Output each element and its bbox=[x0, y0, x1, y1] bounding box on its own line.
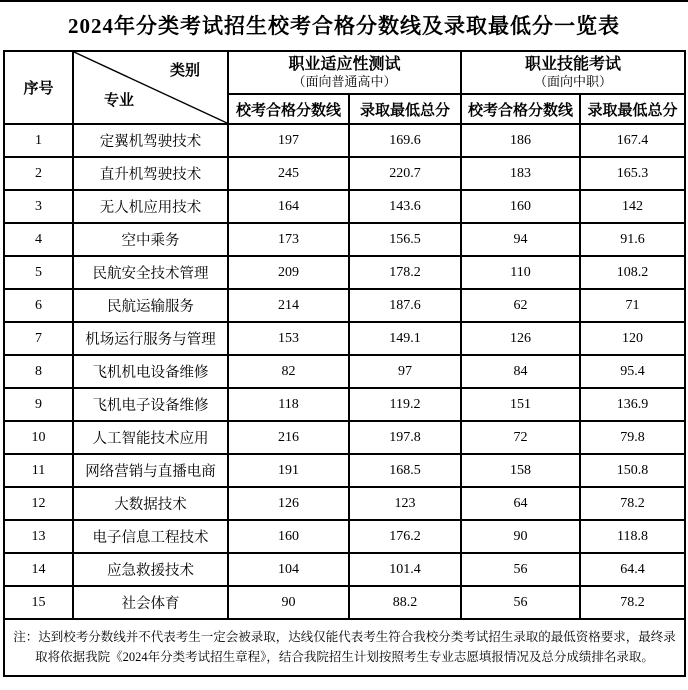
pass-score-gaokao-cell: 82 bbox=[228, 355, 349, 388]
pass-score-vocat-cell: 90 bbox=[461, 520, 580, 553]
min-score-gaokao-cell: 187.6 bbox=[349, 289, 461, 322]
table-row bbox=[4, 289, 685, 322]
min-score-gaokao-cell: 197.8 bbox=[349, 421, 461, 454]
table-row bbox=[4, 388, 685, 421]
pass-score-vocat-cell: 151 bbox=[461, 388, 580, 421]
row-number-cell: 13 bbox=[4, 520, 73, 553]
major-name-cell: 网络营销与直播电商 bbox=[73, 454, 228, 487]
min-score-vocat-cell: 165.3 bbox=[580, 157, 685, 190]
row-number-cell: 1 bbox=[4, 124, 73, 157]
pass-score-gaokao-cell: 126 bbox=[228, 487, 349, 520]
min-score-vocat-cell: 136.9 bbox=[580, 388, 685, 421]
major-name-cell: 无人机应用技术 bbox=[73, 190, 228, 223]
header-major-label: 专业 bbox=[104, 93, 135, 109]
pass-score-vocat-cell: 64 bbox=[461, 487, 580, 520]
min-score-vocat-cell: 120 bbox=[580, 322, 685, 355]
row-number-cell: 4 bbox=[4, 223, 73, 256]
major-name-cell: 人工智能技术应用 bbox=[73, 421, 228, 454]
min-score-gaokao-cell: 97 bbox=[349, 355, 461, 388]
group-title: 职业适应性测试 bbox=[288, 56, 401, 74]
row-number-cell: 7 bbox=[4, 322, 73, 355]
row-number-cell: 3 bbox=[4, 190, 73, 223]
pass-score-gaokao-cell: 191 bbox=[228, 454, 349, 487]
pass-score-gaokao-cell: 245 bbox=[228, 157, 349, 190]
row-number-cell: 15 bbox=[4, 586, 73, 619]
pass-score-gaokao-cell: 173 bbox=[228, 223, 349, 256]
major-name-cell: 飞机机电设备维修 bbox=[73, 355, 228, 388]
major-name-cell: 社会体育 bbox=[73, 586, 228, 619]
table-header bbox=[4, 51, 685, 124]
page-title: 2024年分类考试招生校考合格分数线及录取最低分一览表 bbox=[68, 14, 620, 38]
pass-score-gaokao-cell: 118 bbox=[228, 388, 349, 421]
pass-score-gaokao-cell: 209 bbox=[228, 256, 349, 289]
table-row bbox=[4, 322, 685, 355]
pass-score-gaokao-cell: 214 bbox=[228, 289, 349, 322]
header-corner-cell bbox=[73, 51, 228, 124]
min-score-gaokao-cell: 143.6 bbox=[349, 190, 461, 223]
row-number-cell: 5 bbox=[4, 256, 73, 289]
group-title: 职业技能考试 bbox=[525, 56, 622, 74]
table-row bbox=[4, 421, 685, 454]
min-score-gaokao-cell: 168.5 bbox=[349, 454, 461, 487]
table-row bbox=[4, 355, 685, 388]
pass-score-vocat-cell: 160 bbox=[461, 190, 580, 223]
pass-score-vocat-cell: 126 bbox=[461, 322, 580, 355]
major-name-cell: 民航运输服务 bbox=[73, 289, 228, 322]
table-body bbox=[4, 124, 685, 619]
min-score-gaokao-cell: 156.5 bbox=[349, 223, 461, 256]
min-score-gaokao-cell: 149.1 bbox=[349, 322, 461, 355]
table-row bbox=[4, 124, 685, 157]
header-seq: 序号 bbox=[4, 51, 73, 124]
min-score-gaokao-cell: 176.2 bbox=[349, 520, 461, 553]
row-number-cell: 12 bbox=[4, 487, 73, 520]
pass-score-gaokao-cell: 153 bbox=[228, 322, 349, 355]
min-score-vocat-cell: 167.4 bbox=[580, 124, 685, 157]
min-score-gaokao-cell: 169.6 bbox=[349, 124, 461, 157]
row-number-cell: 11 bbox=[4, 454, 73, 487]
major-name-cell: 飞机电子设备维修 bbox=[73, 388, 228, 421]
row-number-cell: 6 bbox=[4, 289, 73, 322]
min-score-gaokao-cell: 123 bbox=[349, 487, 461, 520]
row-number-cell: 10 bbox=[4, 421, 73, 454]
major-name-cell: 应急救援技术 bbox=[73, 553, 228, 586]
min-score-vocat-cell: 150.8 bbox=[580, 454, 685, 487]
header-pass-score-2: 校考合格分数线 bbox=[461, 94, 580, 124]
pass-score-vocat-cell: 94 bbox=[461, 223, 580, 256]
major-name-cell: 直升机驾驶技术 bbox=[73, 157, 228, 190]
pass-score-vocat-cell: 158 bbox=[461, 454, 580, 487]
pass-score-vocat-cell: 186 bbox=[461, 124, 580, 157]
pass-score-vocat-cell: 62 bbox=[461, 289, 580, 322]
pass-score-gaokao-cell: 104 bbox=[228, 553, 349, 586]
table-row bbox=[4, 586, 685, 619]
pass-score-gaokao-cell: 197 bbox=[228, 124, 349, 157]
min-score-gaokao-cell: 220.7 bbox=[349, 157, 461, 190]
table-row bbox=[4, 520, 685, 553]
table-row bbox=[4, 553, 685, 586]
major-name-cell: 空中乘务 bbox=[73, 223, 228, 256]
table-row bbox=[4, 454, 685, 487]
header-category-label: 类别 bbox=[169, 63, 200, 79]
pass-score-gaokao-cell: 216 bbox=[228, 421, 349, 454]
pass-score-vocat-cell: 72 bbox=[461, 421, 580, 454]
group-subtitle: （面向普通高中） bbox=[292, 73, 397, 89]
footnote: 注：达到校考分数线并不代表考生一定会被录取，达线仅能代表考生符合我校分类考试招生录取的最低资格要求，最终录取将依据我院《2024年分类考试招生章程》，结合我院招生计划按照考生专业志愿填报情况及总分成绩排名录取。 bbox=[4, 619, 685, 676]
min-score-vocat-cell: 118.8 bbox=[580, 520, 685, 553]
min-score-gaokao-cell: 119.2 bbox=[349, 388, 461, 421]
min-score-vocat-cell: 71 bbox=[580, 289, 685, 322]
header-group-skill-test bbox=[461, 51, 685, 94]
major-name-cell: 大数据技术 bbox=[73, 487, 228, 520]
min-score-vocat-cell: 95.4 bbox=[580, 355, 685, 388]
row-number-cell: 9 bbox=[4, 388, 73, 421]
table-row bbox=[4, 190, 685, 223]
scores-table bbox=[3, 50, 686, 677]
diagonal-line bbox=[74, 52, 227, 123]
min-score-vocat-cell: 142 bbox=[580, 190, 685, 223]
min-score-gaokao-cell: 178.2 bbox=[349, 256, 461, 289]
header-min-score-2: 录取最低总分 bbox=[580, 94, 685, 124]
pass-score-gaokao-cell: 90 bbox=[228, 586, 349, 619]
major-name-cell: 电子信息工程技术 bbox=[73, 520, 228, 553]
row-number-cell: 2 bbox=[4, 157, 73, 190]
min-score-vocat-cell: 78.2 bbox=[580, 586, 685, 619]
min-score-vocat-cell: 108.2 bbox=[580, 256, 685, 289]
header-pass-score-1: 校考合格分数线 bbox=[228, 94, 349, 124]
min-score-vocat-cell: 91.6 bbox=[580, 223, 685, 256]
major-name-cell: 机场运行服务与管理 bbox=[73, 322, 228, 355]
min-score-gaokao-cell: 88.2 bbox=[349, 586, 461, 619]
row-number-cell: 14 bbox=[4, 553, 73, 586]
pass-score-vocat-cell: 56 bbox=[461, 553, 580, 586]
pass-score-gaokao-cell: 164 bbox=[228, 190, 349, 223]
pass-score-vocat-cell: 84 bbox=[461, 355, 580, 388]
header-min-score-1: 录取最低总分 bbox=[349, 94, 461, 124]
table-row bbox=[4, 223, 685, 256]
min-score-vocat-cell: 78.2 bbox=[580, 487, 685, 520]
major-name-cell: 民航安全技术管理 bbox=[73, 256, 228, 289]
table-row bbox=[4, 487, 685, 520]
min-score-vocat-cell: 79.8 bbox=[580, 421, 685, 454]
min-score-vocat-cell: 64.4 bbox=[580, 553, 685, 586]
pass-score-vocat-cell: 110 bbox=[461, 256, 580, 289]
pass-score-gaokao-cell: 160 bbox=[228, 520, 349, 553]
table-row bbox=[4, 157, 685, 190]
min-score-gaokao-cell: 101.4 bbox=[349, 553, 461, 586]
table-footer bbox=[4, 619, 685, 676]
group-subtitle: （面向中职） bbox=[534, 73, 613, 89]
pass-score-vocat-cell: 56 bbox=[461, 586, 580, 619]
header-group-aptitude-test bbox=[228, 51, 461, 94]
pass-score-vocat-cell: 183 bbox=[461, 157, 580, 190]
table-row bbox=[4, 256, 685, 289]
row-number-cell: 8 bbox=[4, 355, 73, 388]
major-name-cell: 定翼机驾驶技术 bbox=[73, 124, 228, 157]
